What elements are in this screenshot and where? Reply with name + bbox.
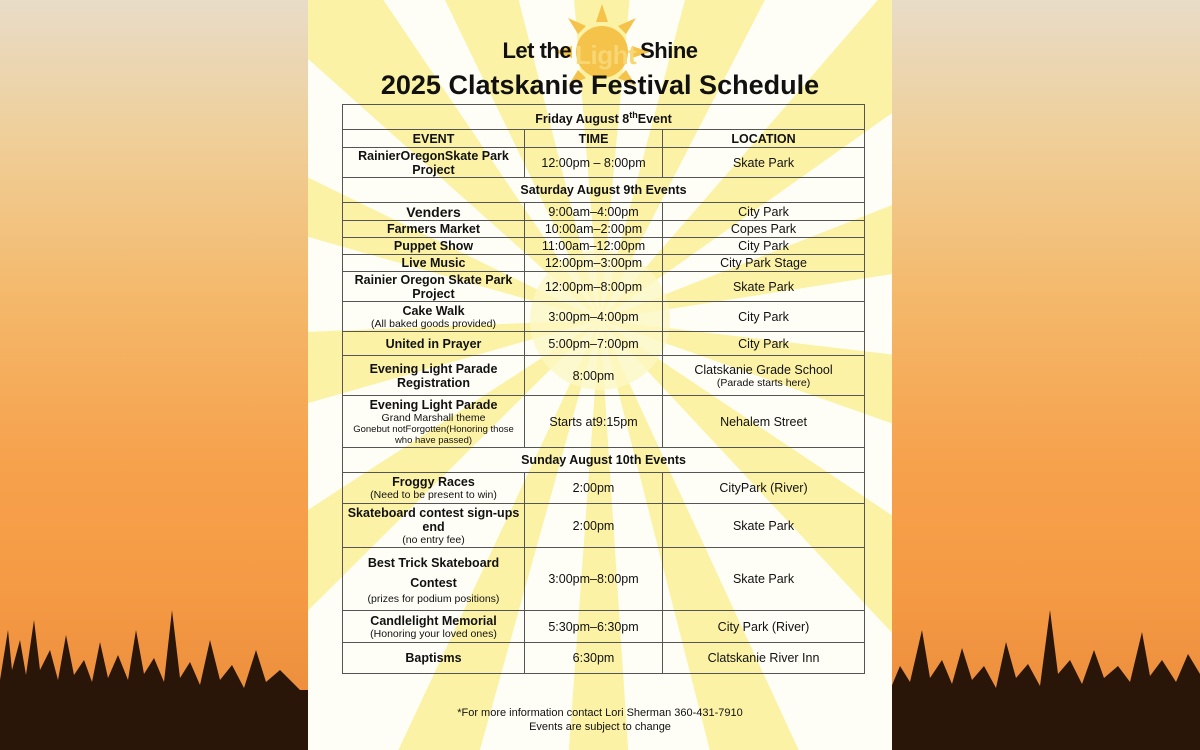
table-row bbox=[343, 272, 865, 302]
event-location: City Park bbox=[663, 332, 865, 356]
logo-light: Light bbox=[575, 40, 637, 70]
event-time: 3:00pm–4:00pm bbox=[525, 302, 663, 332]
table-row bbox=[343, 643, 865, 674]
event-cell bbox=[343, 548, 525, 611]
event-name: Puppet Show bbox=[343, 238, 525, 255]
table-row bbox=[343, 473, 865, 504]
table-row bbox=[343, 611, 865, 643]
event-time: 12:00pm–3:00pm bbox=[525, 255, 663, 272]
friday-heading-row bbox=[343, 105, 865, 130]
event-note: Grand Marshall theme bbox=[381, 411, 486, 424]
event-name: Farmers Market bbox=[343, 221, 525, 238]
event-note: (Honoring your loved ones) bbox=[370, 627, 497, 640]
event-name: Candlelight Memorial bbox=[370, 613, 497, 628]
event-location: Nehalem Street bbox=[663, 396, 865, 448]
event-name: Baptisms bbox=[343, 643, 525, 674]
event-time: 2:00pm bbox=[525, 504, 663, 548]
location-note: (Parade starts here) bbox=[716, 376, 811, 389]
table-row bbox=[343, 203, 865, 221]
event-name: Skateboard contest sign-ups end bbox=[347, 505, 520, 534]
event-name: Evening Light Parade Registration bbox=[343, 356, 525, 396]
table-row bbox=[343, 548, 865, 611]
event-location: City Park bbox=[663, 203, 865, 221]
event-note: (All baked goods provided) bbox=[371, 317, 496, 330]
event-time: 3:00pm–8:00pm bbox=[525, 548, 663, 611]
event-cell bbox=[343, 504, 525, 548]
table-row bbox=[343, 238, 865, 255]
table-row bbox=[343, 504, 865, 548]
event-location: Clatskanie River Inn bbox=[663, 643, 865, 674]
event-name: Rainier Oregon Skate Park Project bbox=[343, 272, 525, 302]
contact-note: *For more information contact Lori Sherman 360-431-7910 bbox=[457, 707, 743, 719]
friday-heading: Friday August 8thEvent bbox=[343, 105, 865, 130]
sunday-heading-row bbox=[343, 448, 865, 473]
event-name: Live Music bbox=[343, 255, 525, 272]
event-name: Venders bbox=[343, 203, 525, 221]
page-title: 2025 Clatskanie Festival Schedule bbox=[380, 70, 820, 100]
event-cell bbox=[343, 396, 525, 448]
table-row bbox=[343, 221, 865, 238]
event-location: City Park bbox=[663, 302, 865, 332]
event-name: RainierOregonSkate Park Project bbox=[343, 148, 525, 178]
event-cell bbox=[343, 302, 525, 332]
event-note: (prizes for podium positions) bbox=[367, 593, 500, 605]
event-name: Froggy Races bbox=[392, 475, 475, 489]
event-location-cell bbox=[663, 356, 865, 396]
event-name: Evening Light Parade bbox=[369, 397, 498, 412]
table-row bbox=[343, 332, 865, 356]
event-time: 6:30pm bbox=[525, 643, 663, 674]
event-time: 5:00pm–7:00pm bbox=[525, 332, 663, 356]
event-time: 12:00pm–8:00pm bbox=[525, 272, 663, 302]
event-name: Cake Walk bbox=[402, 303, 465, 318]
logo-right: Shine bbox=[640, 38, 698, 63]
column-header-row bbox=[343, 130, 865, 148]
saturday-heading-row bbox=[343, 178, 865, 203]
event-location: CityPark (River) bbox=[663, 473, 865, 504]
event-time: Starts at9:15pm bbox=[525, 396, 663, 448]
event-time: 11:00am–12:00pm bbox=[525, 238, 663, 255]
event-location: City Park bbox=[663, 238, 865, 255]
table-row bbox=[343, 356, 865, 396]
table-row bbox=[343, 148, 865, 178]
table-row bbox=[343, 255, 865, 272]
event-time: 9:00am–4:00pm bbox=[525, 203, 663, 221]
event-cell bbox=[343, 473, 525, 504]
column-header-time: TIME bbox=[525, 130, 663, 148]
event-time: 10:00am–2:00pm bbox=[525, 221, 663, 238]
event-name: Best Trick Skateboard Contest bbox=[367, 556, 500, 590]
schedule-table bbox=[342, 104, 865, 674]
event-time: 2:00pm bbox=[525, 473, 663, 504]
table-row bbox=[343, 396, 865, 448]
event-name: United in Prayer bbox=[343, 332, 525, 356]
event-location: Skate Park bbox=[663, 504, 865, 548]
event-location: City Park Stage bbox=[663, 255, 865, 272]
column-header-event: EVENT bbox=[343, 130, 525, 148]
event-location: City Park (River) bbox=[663, 611, 865, 643]
event-time: 5:30pm–6:30pm bbox=[525, 611, 663, 643]
event-time: 12:00pm – 8:00pm bbox=[525, 148, 663, 178]
event-location: Skate Park bbox=[663, 548, 865, 611]
event-location: Skate Park bbox=[663, 148, 865, 178]
sunday-heading: Sunday August 10th Events bbox=[343, 448, 865, 473]
event-cell bbox=[343, 611, 525, 643]
change-notice: Events are subject to change bbox=[529, 721, 671, 733]
event-time: 8:00pm bbox=[525, 356, 663, 396]
event-note-2: Gonebut notForgotten(Honoring those who have passed) bbox=[353, 423, 514, 446]
event-location: Clatskanie Grade School bbox=[694, 362, 833, 377]
saturday-heading: Saturday August 9th Events bbox=[343, 178, 865, 203]
event-note: (no entry fee) bbox=[402, 533, 465, 546]
logo-text bbox=[308, 34, 892, 70]
festival-flyer bbox=[308, 0, 892, 750]
event-note: (Need to be present to win) bbox=[370, 489, 497, 501]
table-row bbox=[343, 302, 865, 332]
event-location: Skate Park bbox=[663, 272, 865, 302]
event-location: Copes Park bbox=[663, 221, 865, 238]
logo-left: Let the bbox=[502, 38, 572, 63]
column-header-location: LOCATION bbox=[663, 130, 865, 148]
